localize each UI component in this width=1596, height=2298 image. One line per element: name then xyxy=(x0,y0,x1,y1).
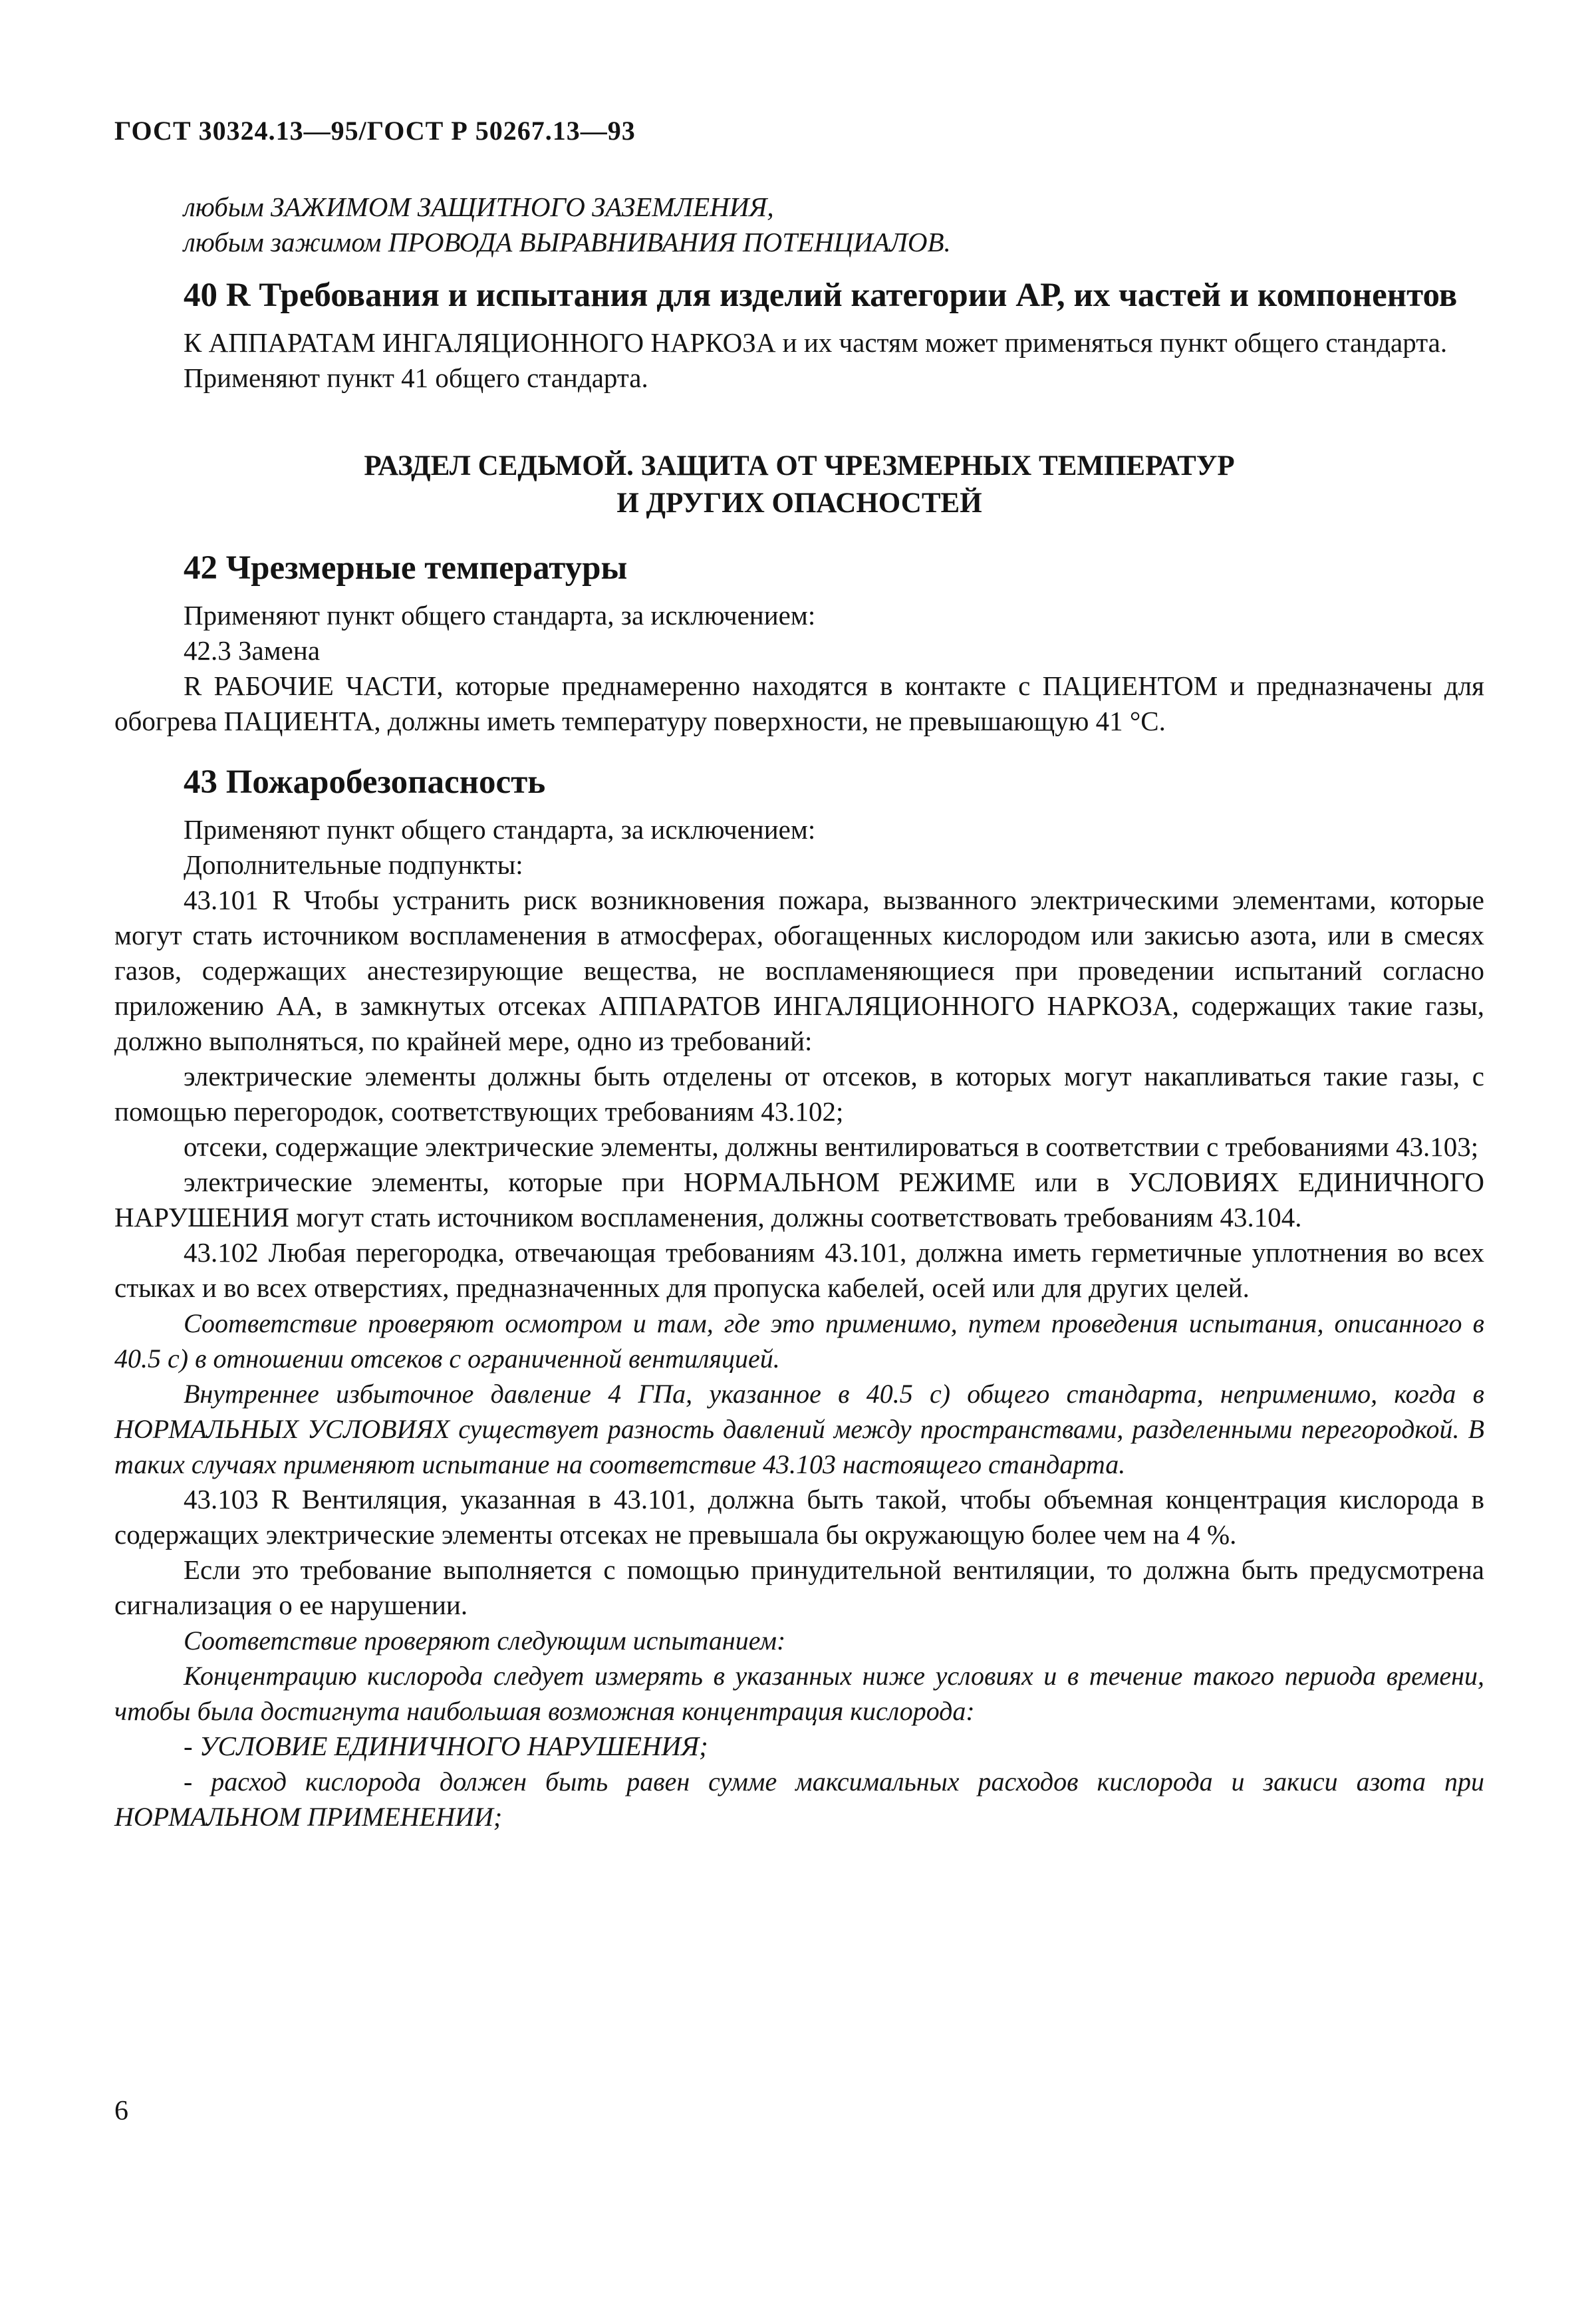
clause-43-102-note: Внутреннее избыточное давление 4 ГПа, указанное в 40.5 с) общего стандарта, неприменимо, когда в НОРМАЛЬНЫХ УСЛОВИЯХ существует разность давлений между пространствами, разделенными перегородкой. В таких случаях применяют испытание на соответствие 43.103 настоящего стандарта. xyxy=(114,1379,1484,1479)
section-43-heading: 43 Пожаробезопасность xyxy=(184,764,546,801)
clause-43-102: 43.102 Любая перегородка, отвечающая требованиям 43.101, должна иметь герметичные уплотнения во всех стыках и во всех отверстиях, предназначенных для пропуска кабелей, осей или для других целей. xyxy=(114,1237,1484,1303)
clause-43-103-measurement: Концентрацию кислорода следует измерять в указанных ниже условиях и в течение такого периода времени, чтобы была достигнута наибольшая возможная концентрация кислорода: xyxy=(114,1661,1484,1726)
running-head: ГОСТ 30324.13—95/ГОСТ Р 50267.13—93 xyxy=(114,116,636,146)
section-7-title xyxy=(114,448,1484,522)
clause-43-103: 43.103 R Вентиляция, указанная в 43.101, должна быть такой, чтобы объемная концентрация кислорода в содержащих электрические элементы отсеках не превышала бы окружающую более чем на 4 %. xyxy=(114,1484,1484,1550)
clause-43-101-item-3: электрические элементы, которые при НОРМАЛЬНОМ РЕЖИМЕ или в УСЛОВИЯХ ЕДИНИЧНОГО НАРУШЕНИЯ могут стать источником воспламенения, должны соответствовать требованиям 43.104. xyxy=(114,1167,1484,1232)
clause-43-103-compliance: Соответствие проверяют следующим испытанием: xyxy=(184,1626,786,1655)
section-42-text-3: R РАБОЧИЕ ЧАСТИ, которые преднамеренно находятся в контакте с ПАЦИЕНТОМ и предназначены для обогрева ПАЦИЕНТА, должны иметь температуру поверхности, не превышающую 41 °С. xyxy=(114,670,1484,736)
section-42-text-1: Применяют пункт общего стандарта, за исключением: xyxy=(184,600,816,631)
clamp-line-2: любым зажимом ПРОВОДА ВЫРАВНИВАНИЯ ПОТЕНЦИАЛОВ. xyxy=(184,227,951,257)
page-body xyxy=(114,190,1484,1834)
section-40-text-1: К АППАРАТАМ ИНГАЛЯЦИОННОГО НАРКОЗА и их частям может применяться пункт общего стандарта. xyxy=(184,327,1448,358)
clause-43-102-compliance: Соответствие проверяют осмотром и там, где это применимо, путем проведения испытания, описанного в 40.5 с) в отношении отсеков с ограниченной вентиляцией. xyxy=(114,1308,1484,1373)
section-43-text-2: Дополнительные подпункты: xyxy=(184,849,523,880)
condition-oxygen-flow: - расход кислорода должен быть равен сумме максимальных расходов кислорода и закиси азота при НОРМАЛЬНОМ ПРИМЕНЕНИИ; xyxy=(114,1767,1484,1832)
clause-43-101-item-2: отсеки, содержащие электрические элементы, должны вентилироваться в соответствии с требованиями 43.103; xyxy=(184,1131,1479,1162)
clamp-line-1: любым ЗАЖИМОМ ЗАЩИТНОГО ЗАЗЕМЛЕНИЯ, xyxy=(184,192,774,222)
page-number: 6 xyxy=(114,2096,128,2126)
section-7-title-line-1: РАЗДЕЛ СЕДЬМОЙ. ЗАЩИТА ОТ ЧРЕЗМЕРНЫХ ТЕМПЕРАТУР xyxy=(364,450,1235,482)
clause-43-103-signal: Если это требование выполняется с помощью принудительной вентиляции, то должна быть предусмотрена сигнализация о ее нарушении. xyxy=(114,1554,1484,1620)
clause-43-101: 43.101 R Чтобы устранить риск возникновения пожара, вызванного электрическими элементами, которые могут стать источником воспламенения в атмосферах, обогащенных кислородом или закисью азота, или в смесях газов, содержащих анестезирующие вещества, не воспламеняющиеся при проведении испытаний согласно приложению АА, в замкнутых отсеках АППАРАТОВ ИНГАЛЯЦИОННОГО НАРКОЗА, содержащих такие газы, должно выполняться, по крайней мере, одно из требований: xyxy=(114,885,1484,1056)
clause-43-101-item-1: электрические элементы должны быть отделены от отсеков, в которых могут накапливаться такие газы, с помощью перегородок, соответствующих требованиям 43.102; xyxy=(114,1061,1484,1127)
section-40-text-2: Применяют пункт 41 общего стандарта. xyxy=(184,362,648,393)
section-40-heading: 40 R Требования и испытания для изделий категории АР, их частей и компонентов xyxy=(184,277,1458,314)
section-42-text-2: 42.3 Замена xyxy=(184,635,321,666)
section-42-heading: 42 Чрезмерные температуры xyxy=(184,549,628,587)
section-43-text-1: Применяют пункт общего стандарта, за исключением: xyxy=(184,814,816,845)
condition-single-fault: - УСЛОВИЕ ЕДИНИЧНОГО НАРУШЕНИЯ; xyxy=(184,1731,708,1761)
section-7-title-line-2: И ДРУГИХ ОПАСНОСТЕЙ xyxy=(616,488,982,519)
